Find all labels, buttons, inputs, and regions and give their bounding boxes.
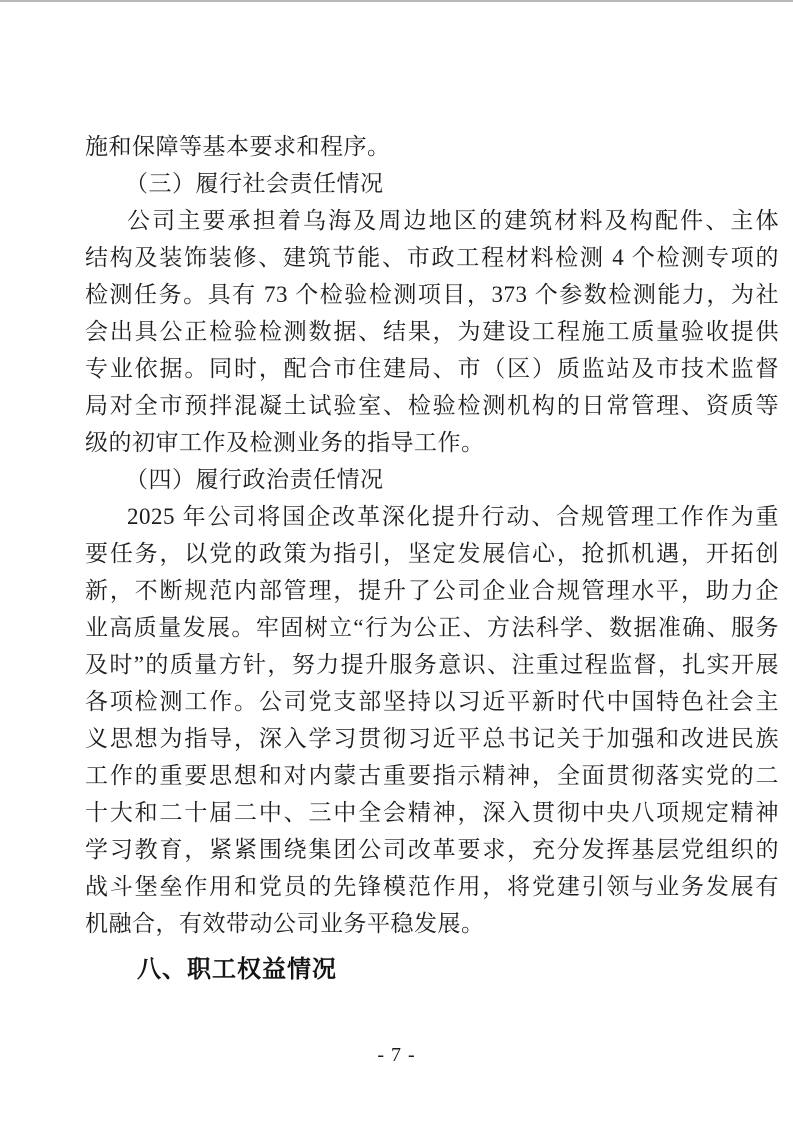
text-line: 要任务，以党的政策为指引，坚定发展信心，抢抓机遇，开拓创 [85, 541, 779, 566]
text-line: 业高质量发展。牢固树立“行为公正、方法科学、数据准确、服务 [85, 615, 779, 640]
text-line: 新，不断规范内部管理，提升了公司企业合规管理水平，助力企 [85, 578, 779, 603]
text-line: 机融合，有效带动公司业务平稳发展。 [85, 911, 485, 936]
text-line: 工作的重要思想和对内蒙古重要指示精神，全面贯彻落实党的二 [85, 763, 779, 788]
subsection-heading: （四）履行政治责任情况 [125, 467, 384, 492]
text-line: 会出具公正检验检测数据、结果，为建设工程施工质量验收提供 [85, 319, 779, 344]
page-number: - 7 - [377, 1044, 416, 1066]
text-line: 检测任务。具有 73 个检验检测项目，373 个参数检测能力，为社 [85, 282, 779, 307]
text-line: 级的初审工作及检测业务的指导工作。 [85, 430, 485, 455]
text-line: 局对全市预拌混凝土试验室、检验检测机构的日常管理、资质等 [85, 393, 779, 418]
text-line: 专业依据。同时，配合市住建局、市（区）质监站及市技术监督 [85, 356, 779, 381]
text-line: 各项检测工作。公司党支部坚持以习近平新时代中国特色社会主 [85, 689, 779, 714]
document-body [85, 128, 779, 988]
text-line: 公司主要承担着乌海及周边地区的建筑材料及构配件、主体 [127, 208, 779, 233]
subsection-heading: （三）履行社会责任情况 [125, 171, 384, 196]
text-line: 施和保障等基本要求和程序。 [85, 134, 391, 159]
text-line: 十大和二十届二中、三中全会精神，深入贯彻中央八项规定精神 [85, 800, 779, 825]
section-heading: 八、职工权益情况 [137, 956, 337, 983]
text-line: 及时”的质量方针，努力提升服务意识、注重过程监督，扎实开展 [85, 652, 779, 677]
text-line: 2025 年公司将国企改革深化提升行动、合规管理工作作为重 [127, 504, 779, 529]
scan-edge-artifact [0, 0, 793, 2]
text-line: 学习教育，紧紧围绕集团公司改革要求，充分发挥基层党组织的 [85, 837, 779, 862]
text-line: 战斗堡垒作用和党员的先锋模范作用，将党建引领与业务发展有 [85, 874, 779, 899]
text-line: 义思想为指导，深入学习贯彻习近平总书记关于加强和改进民族 [85, 726, 779, 751]
text-line: 结构及装饰装修、建筑节能、市政工程材料检测 4 个检测专项的 [85, 245, 779, 270]
